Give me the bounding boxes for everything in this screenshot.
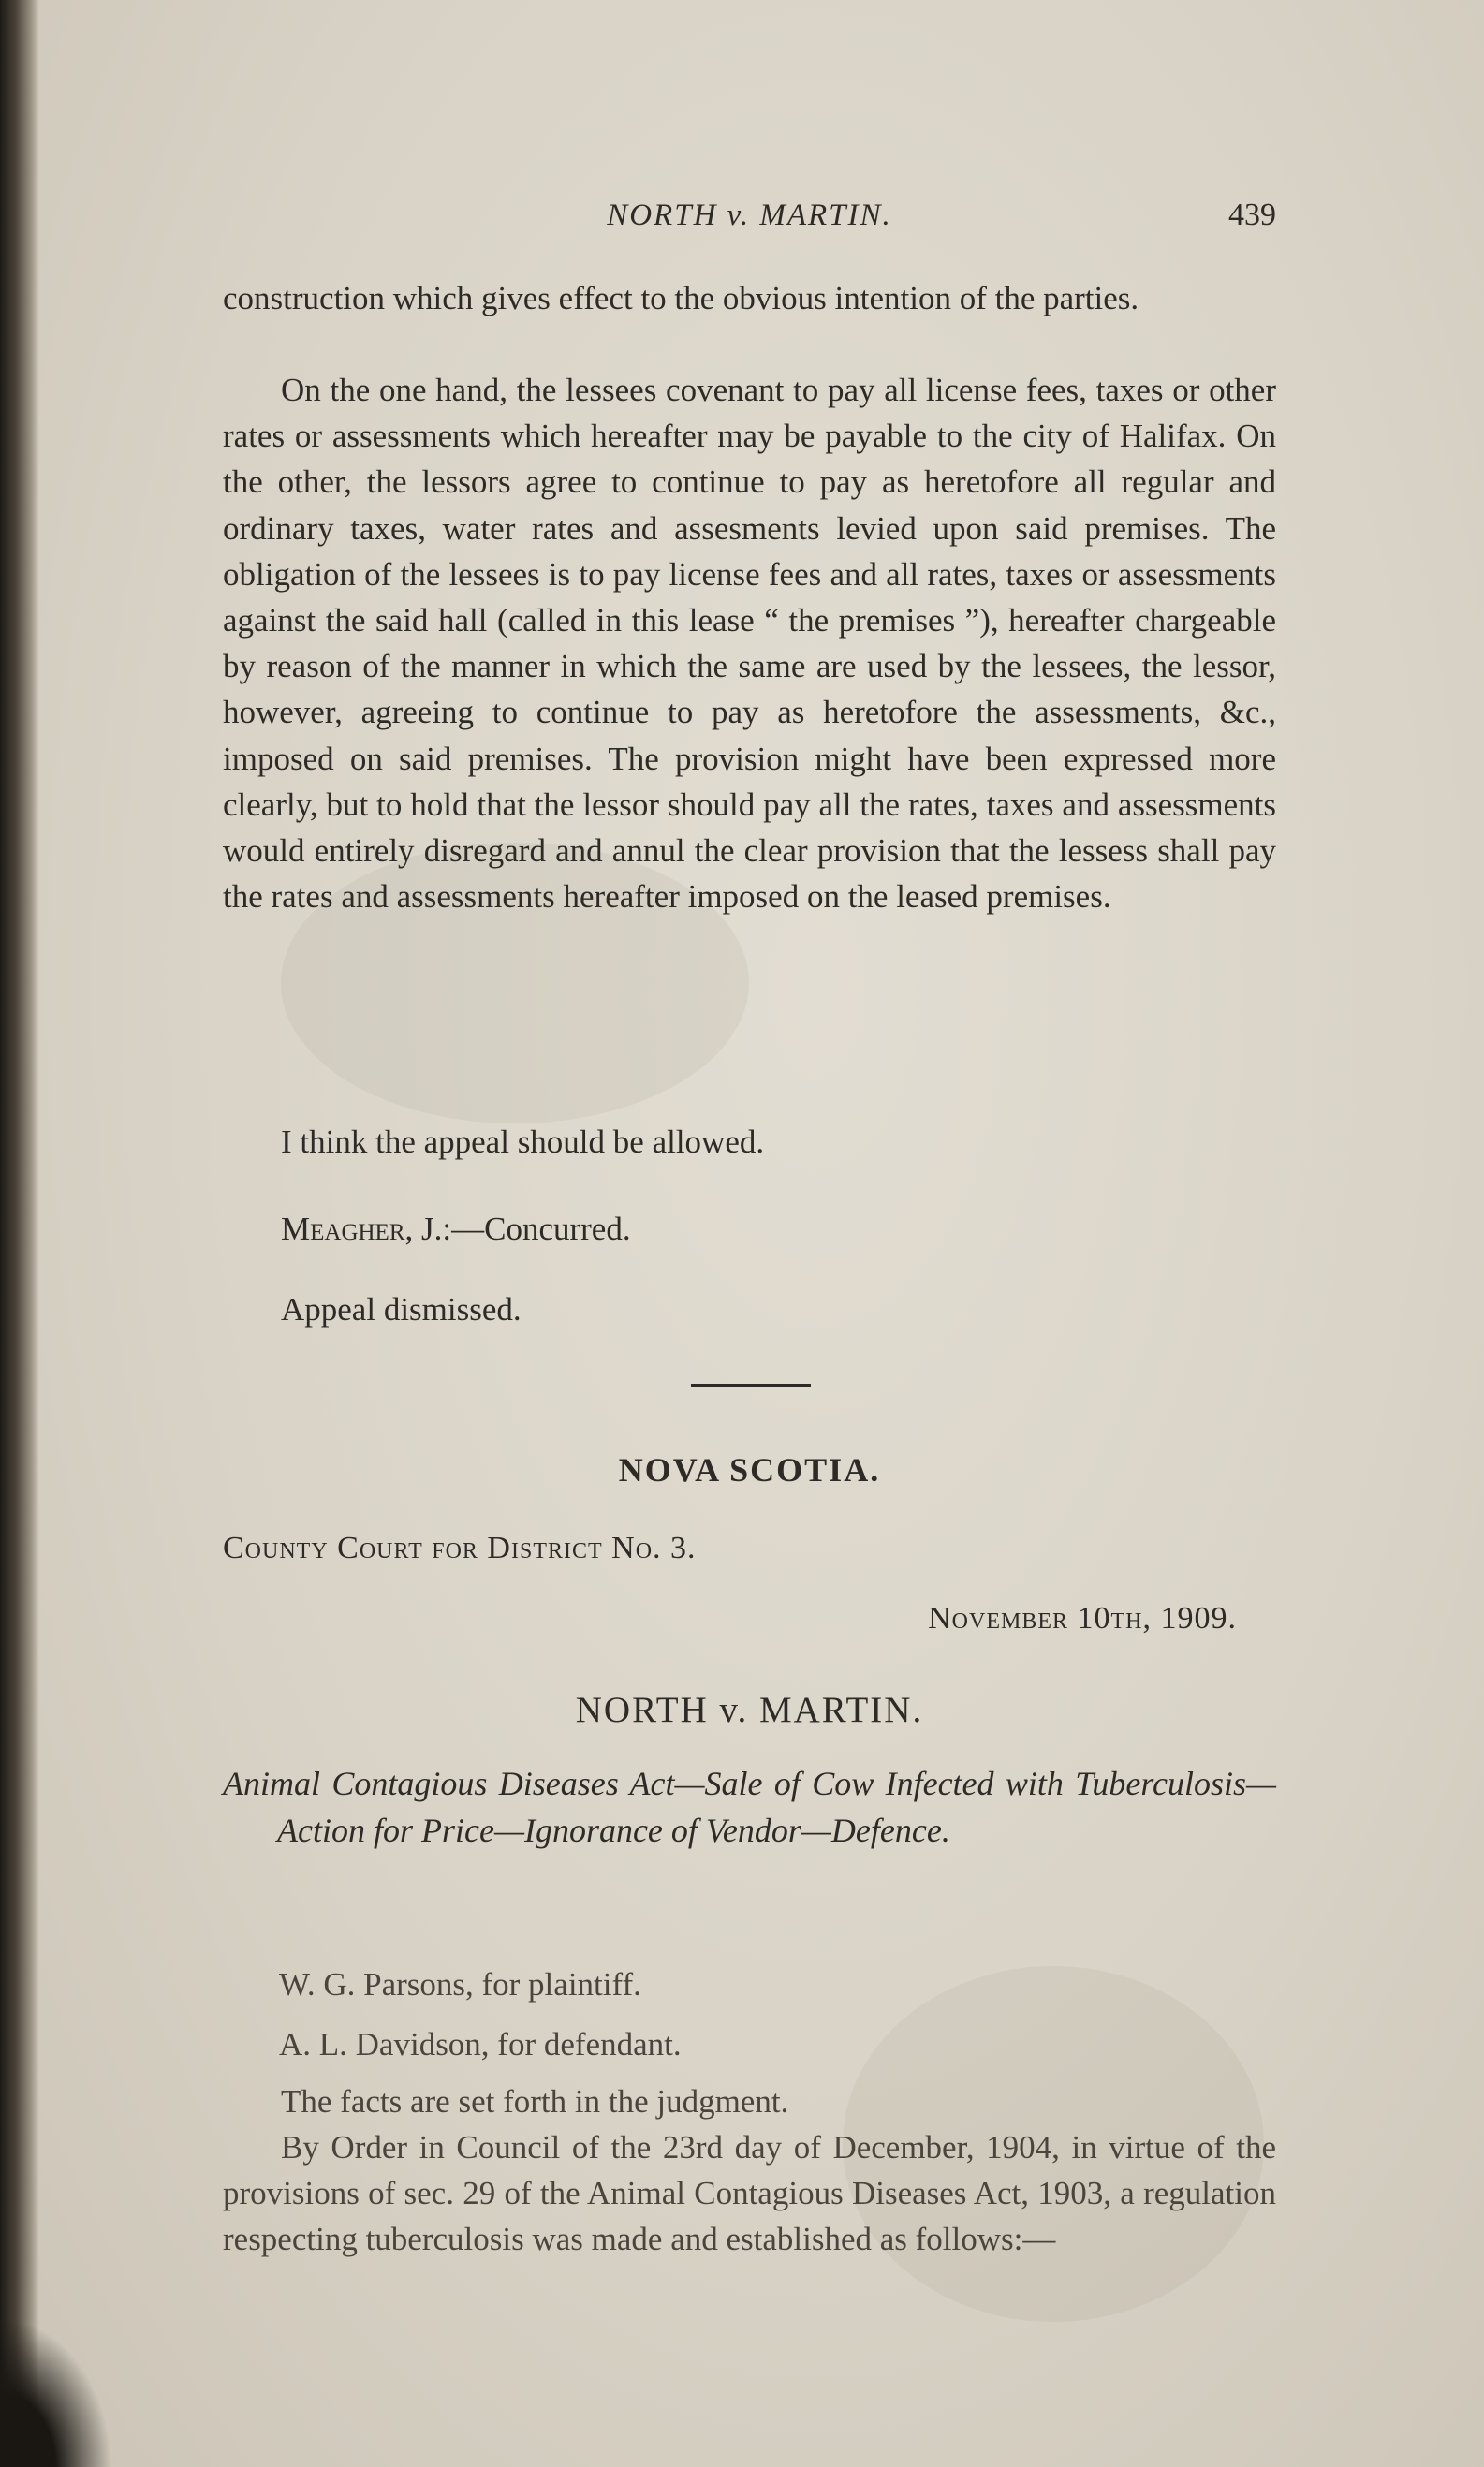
book-binding-shadow <box>0 0 39 2467</box>
page-corner-shadow <box>0 2317 112 2467</box>
concurrence-text: :—Concurred. <box>442 1211 631 1247</box>
paragraph-lease-analysis: On the one hand, the lessees covenant to pay all license fees, taxes or other rates or assessments which hereafter may be payable to the city of Halifax. On the other, the lessors agree to continue to pay as heretofore all regular and ordinary taxes, water rates and assesments levied upon said premises. The obligation of the lessees is to pay license fees and all rates, taxes or assessments against the said hall (called in this lease “ the premises ”), hereafter chargeable by reason of the manner in which the same are used by the lessees, the lessor, however, agreeing to continue to pay as heretofore the assessments, &c., imposed on said premises. The provision might have been expressed more clearly, but to hold that the lessor should pay all the rates, taxes and assessments would entirely disregard and annul the clear provision that the lessess shall pay the rates and assessments hereafter imposed on the leased premises. <box>223 372 1276 916</box>
counsel-defendant: A. L. Davidson, for defendant. <box>279 2026 682 2063</box>
disposition: Appeal dismissed. <box>281 1291 522 1328</box>
court-name: County Court for District No. 3. <box>223 1531 697 1565</box>
case-title: NORTH v. MARTIN. <box>575 1690 924 1730</box>
facts-statement: The facts are set forth in the judgment. <box>281 2083 789 2120</box>
concurrence <box>223 1206 1276 1252</box>
order-paragraph: By Order in Council of the 23rd day of December, 1904, in virtue of the provisions of sec. 29 of the Animal Contagious Diseases Act, 1903, a regulation respecting tuberculosis was made and established as follows:— <box>223 2129 1276 2258</box>
running-title: NORTH v. MARTIN. <box>607 198 892 232</box>
counsel-plaintiff: W. G. Parsons, for plaintiff. <box>279 1966 641 2003</box>
paragraph-continuation: construction which gives effect to the obvious intention of the parties. <box>223 280 1139 316</box>
running-head <box>223 192 1276 239</box>
section-divider <box>691 1384 811 1387</box>
page-number: 439 <box>1228 198 1276 232</box>
paragraph-appeal-opinion: I think the appeal should be allowed. <box>281 1123 765 1160</box>
judge-name: Meagher, J. <box>281 1211 443 1247</box>
jurisdiction-heading: NOVA SCOTIA. <box>618 1451 881 1489</box>
headnote: Animal Contagious Diseases Act—Sale of Cow Infected with Tuberculosis—Action for Price—Ignorance of Vendor—Defence. <box>223 1765 1276 1849</box>
decision-date: November 10th, 1909. <box>928 1601 1237 1636</box>
